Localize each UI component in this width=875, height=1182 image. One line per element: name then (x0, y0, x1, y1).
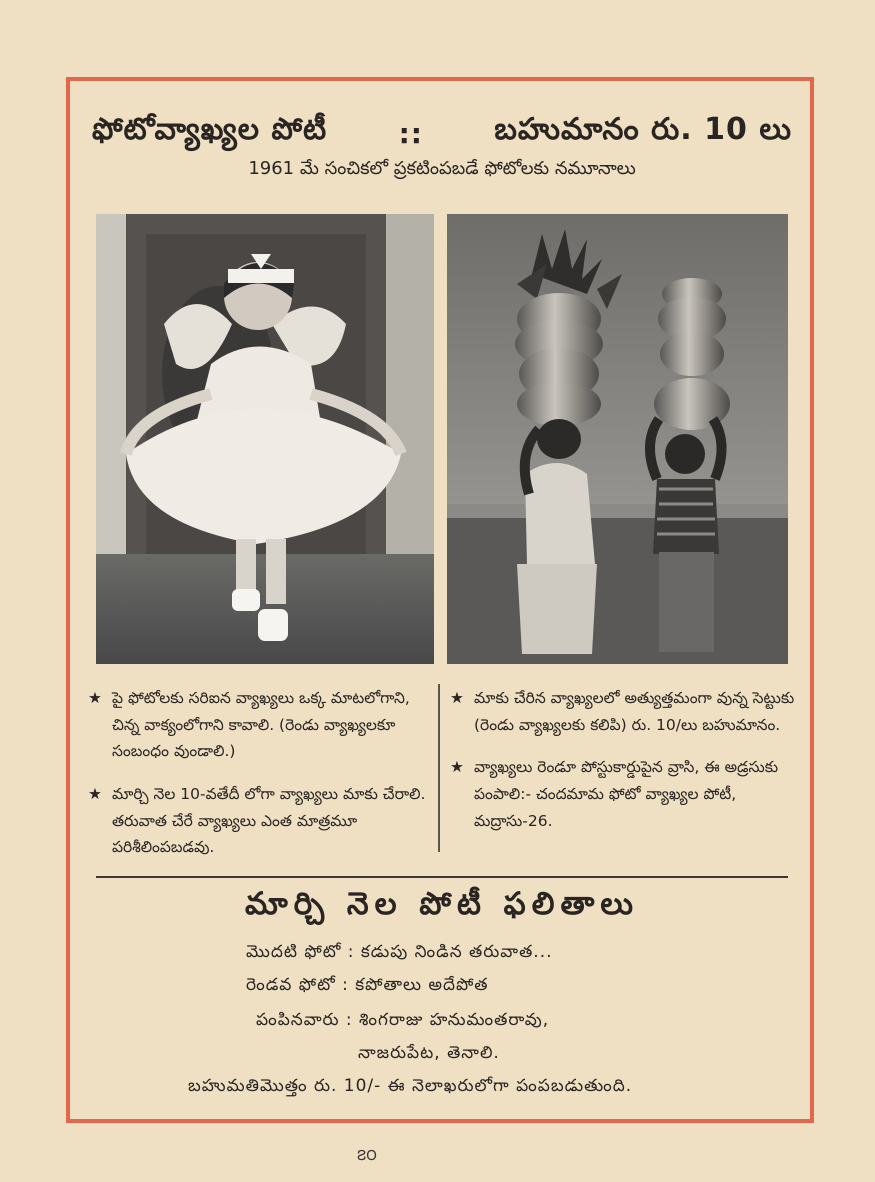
result-first-photo: మొదటి ఫోటో : కడుపు నిండిన తరువాత... (246, 942, 553, 962)
winner-name: పంపినవారు : శింగరాజు హనుమంతరావు, (256, 1010, 550, 1030)
star-icon: ★ (450, 758, 464, 777)
rules-right-column (450, 685, 795, 850)
rule-item: ★ మార్చి నెల 10-వతేదీ లోగా వ్యాఖ్యలు మాకు చేరాలి. తరువాత చేరే వ్యాఖ్యలు ఎంత మాత్రమూ పరిశీలింపబడవు. (88, 781, 433, 861)
rule-item: ★ మాకు చేరిన వ్యాఖ్యలలో అత్యుత్తమంగా వున్న సెట్టుకు (రెండు వ్యాఖ్యలకు కలిపి) రు. 10/లు బహుమానం. (450, 685, 795, 738)
result-second-photo: రెండవ ఫోటో : కపోతాలు అదేపోత (246, 975, 489, 995)
girl-in-fairy-costume-photo (96, 214, 434, 664)
rules-left-column (88, 685, 433, 877)
star-icon: ★ (450, 689, 464, 707)
page-number: ౭౦ (357, 1145, 377, 1164)
column-divider (438, 684, 440, 852)
contest-header (92, 112, 792, 154)
star-icon: ★ (88, 689, 102, 707)
prize-note: బహుమతిమొత్తం రు. 10/- ఈ నెలాఖరులోగా పంపబడుతుంది. (188, 1076, 633, 1096)
contest-title: ఫోటోవ్యాఖ్యల పోటీ (92, 112, 328, 147)
winner-address: నాజరుపేట, తెనాలి. (358, 1043, 500, 1063)
results-title: మార్చి నెల పోటీ ఫలితాలు (244, 886, 640, 922)
rule-item: ★ వ్యాఖ్యలు రెండూ పోస్టుకార్డుపైన వ్రాసి, ఈ అడ్రసుకు పంపాలి:- చందమామ ఫోటో వ్యాఖ్యల పోటీ, మద్రాసు-26. (450, 754, 795, 834)
section-divider (96, 876, 788, 878)
contest-subtitle: 1961 మే సంచికలో ప్రకటింపబడే ఫోటోలకు నమూనాలు (248, 158, 636, 179)
children-carrying-pots-photo (447, 214, 788, 664)
rule-item: ★ పై ఫోటోలకు సరిఐన వ్యాఖ్యలు ఒక్క మాటలోగాని, చిన్న వాక్యంలోగాని కావాలి. (రెండు వ్యాఖ్యలకూ సంబంధం వుండాలి.) (88, 685, 433, 765)
prize-amount: బహుమానం రు. 10 లు (494, 112, 792, 147)
star-icon: ★ (88, 784, 102, 803)
header-separator: :: (398, 116, 423, 150)
